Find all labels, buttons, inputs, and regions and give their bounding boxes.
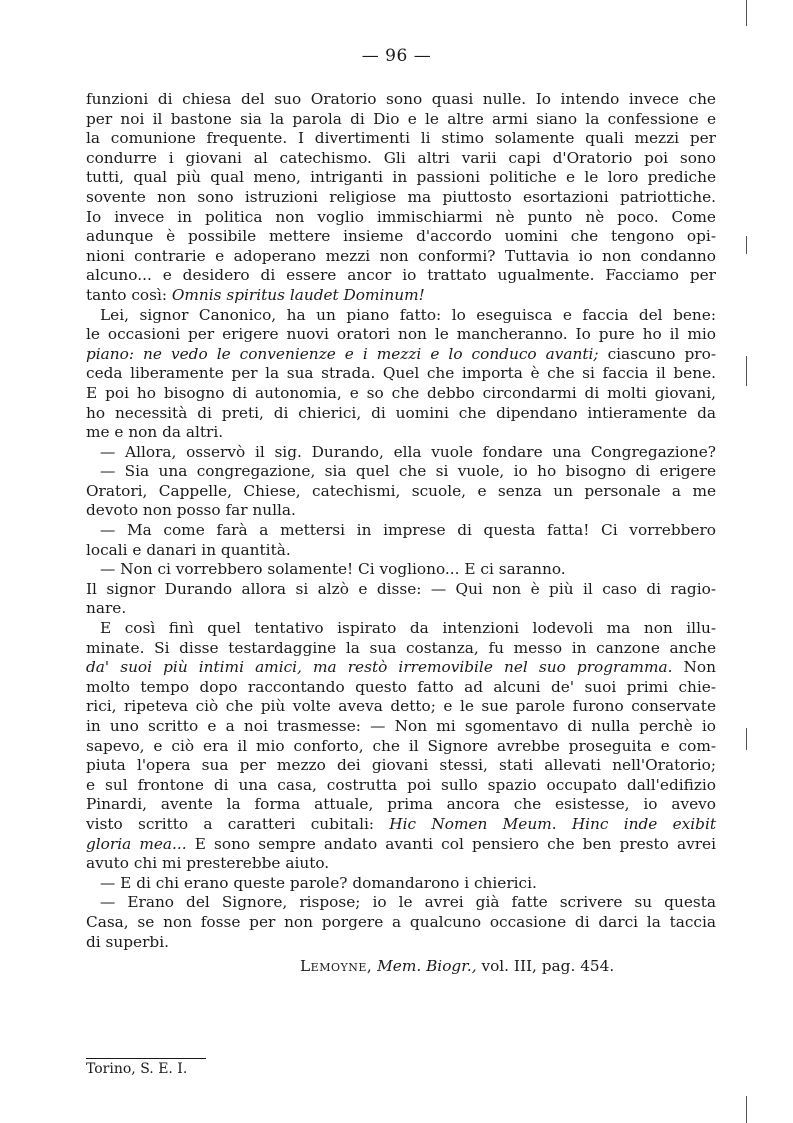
body-text <box>86 90 716 952</box>
margin-line <box>746 1096 747 1123</box>
text-line: Oratori, Cappelle, Chiese, catechismi, scuole, e senza un personale a me <box>86 481 716 500</box>
text-line: e sul frontone di una casa, costrutta poi sullo spazio occupato dall'edifizio <box>86 775 716 794</box>
margin-line <box>746 0 747 26</box>
text-line: adunque è possibile mettere insieme d'accordo uomini che tengono opi- <box>86 227 716 246</box>
italic-phrase: da' suoi più intimi amici, ma restò irremovibile nel suo programma. <box>86 658 673 677</box>
citation <box>300 957 614 975</box>
text-line: Pinardi, avente la forma attuale, prima ancora che esistesse, io avevo <box>86 795 716 814</box>
text-line: molto tempo dopo raccontando questo fatto ad alcuni de' suoi primi chie- <box>86 677 716 696</box>
dialogue-line: — Sia una congregazione, sia quel che si vuole, io ho bisogno di erigere <box>100 462 716 481</box>
text-line: ceda liberamente per la sua strada. Quel che importa è che si faccia il bene. <box>86 364 716 383</box>
text-line: minate. Si disse testardaggine la sua costanza, fu messo in canzone anche <box>86 638 716 657</box>
text-segment: visto scritto a caratteri cubitali: <box>86 814 390 833</box>
text-segment: ciascuno pro- <box>598 344 717 363</box>
latin-inscription: gloria mea... <box>86 834 187 853</box>
dialogue-line: — Ma come farà a mettersi in imprese di questa fatta! Ci vorrebbero <box>100 521 716 540</box>
dialogue-line: — E di chi erano queste parole? domandarono i chierici. <box>100 873 537 892</box>
text-line: le occasioni per erigere nuovi oratori non le mancheranno. Io pure ho il mio <box>86 325 716 344</box>
text-line: locali e danari in quantità. <box>86 540 291 559</box>
text-line: avuto chi mi presterebbe aiuto. <box>86 854 330 873</box>
footer-rule <box>86 1058 206 1059</box>
dialogue-line: — Non ci vorrebbero solamente! Ci vogliono... E ci saranno. <box>100 560 566 579</box>
citation-work: Mem. Biogr., <box>377 957 477 975</box>
text-line: di superbi. <box>86 932 169 951</box>
italic-phrase: piano: ne vedo le convenienze e i mezzi e lo conduco avanti; <box>86 344 599 363</box>
text-line: sapevo, e ciò era il mio conforto, che il Signore avrebbe proseguita e com- <box>86 736 716 755</box>
text-line: Casa, se non fosse per non porgere a qualcuno occasione di darci la taccia <box>86 912 716 931</box>
text-line: E così finì quel tentativo ispirato da intenzioni lodevoli ma non illu- <box>100 619 716 638</box>
text-line-omnis <box>86 286 716 306</box>
text-line: devoto non posso far nulla. <box>86 501 296 520</box>
citation-author: Lemoyne, <box>300 957 373 975</box>
text-line: piuta l'opera sua per mezzo dei giovani stessi, stati allevati nell'Oratorio; <box>86 756 716 775</box>
text-line: me e non da altri. <box>86 423 224 442</box>
margin-line <box>746 236 747 254</box>
margin-line <box>746 728 747 750</box>
dialogue-line: — Allora, osservò il sig. Durando, ella vuole fondare una Congregazione? <box>100 442 716 461</box>
citation-reference: vol. III, pag. 454. <box>481 957 615 975</box>
text-line: sovente non sono istruzioni religiose ma piuttosto esortazioni patriottiche. <box>86 187 716 206</box>
text-line: ho necessità di preti, di chierici, di uomini che dipendano intieramente da <box>86 403 716 422</box>
text-line: alcuno... e desidero di essere ancor io trattato ugualmente. Facciamo per <box>86 266 716 285</box>
dialogue-line: — Erano del Signore, rispose; io le avrei già fatte scrivere su questa <box>100 893 716 912</box>
latin-inscription: Hic Nomen Meum. Hinc inde exibit <box>389 814 716 833</box>
text-line: funzioni di chiesa del suo Oratorio sono quasi nulle. Io intendo invece che <box>86 90 716 108</box>
text-line: Il signor Durando allora si alzò e disse: — Qui non è più il caso di ragio- <box>86 579 716 598</box>
text-line: nioni contrarie e adoperano mezzi non conformi? Tuttavia io non condanno <box>86 246 716 265</box>
footer <box>86 1058 206 1077</box>
text-line-amici <box>86 658 716 678</box>
text-segment: E sono sempre andato avanti col pensiero che ben presto avrei <box>186 834 716 853</box>
text-line: in uno scritto e a noi trasmesse: — Non mi sgomentavo di nulla perchè io <box>86 717 716 735</box>
text-segment: tanto così: <box>86 285 172 304</box>
text-line: per noi il bastone sia la parola di Dio e le altre armi siano la confessione e <box>86 109 716 128</box>
text-line: condurre i giovani al catechismo. Gli altri varii capi d'Oratorio poi sono <box>86 148 716 167</box>
text-line: Io invece in politica non voglio immischiarmi nè punto nè poco. Come <box>86 207 716 226</box>
text-line: nare. <box>86 599 127 618</box>
text-line: E poi ho bisogno di autonomia, e so che debbo circondarmi di molti giovani, <box>86 383 716 402</box>
text-line: rici, ripeteva ciò che più volte aveva detto; e le sue parole furono conservate <box>86 697 716 716</box>
page-number: — 96 — <box>361 46 432 66</box>
text-line-hic <box>86 815 716 835</box>
latin-quote: Omnis spiritus laudet Dominum! <box>171 285 425 304</box>
text-line: la comunione frequente. I divertimenti li stimo solamente quali mezzi per <box>86 129 716 148</box>
text-line: Lei, signor Canonico, ha un piano fatto: lo eseguisca e faccia del bene: <box>100 305 716 324</box>
margin-line <box>746 356 747 386</box>
text-line: tutti, qual più qual meno, intriganti in passioni politiche e le loro prediche <box>86 168 716 187</box>
text-line-gloria <box>86 835 716 855</box>
text-segment: Non <box>672 658 716 677</box>
footer-publisher: Torino, S. E. I. <box>86 1061 188 1077</box>
text-line-piano <box>86 345 716 365</box>
